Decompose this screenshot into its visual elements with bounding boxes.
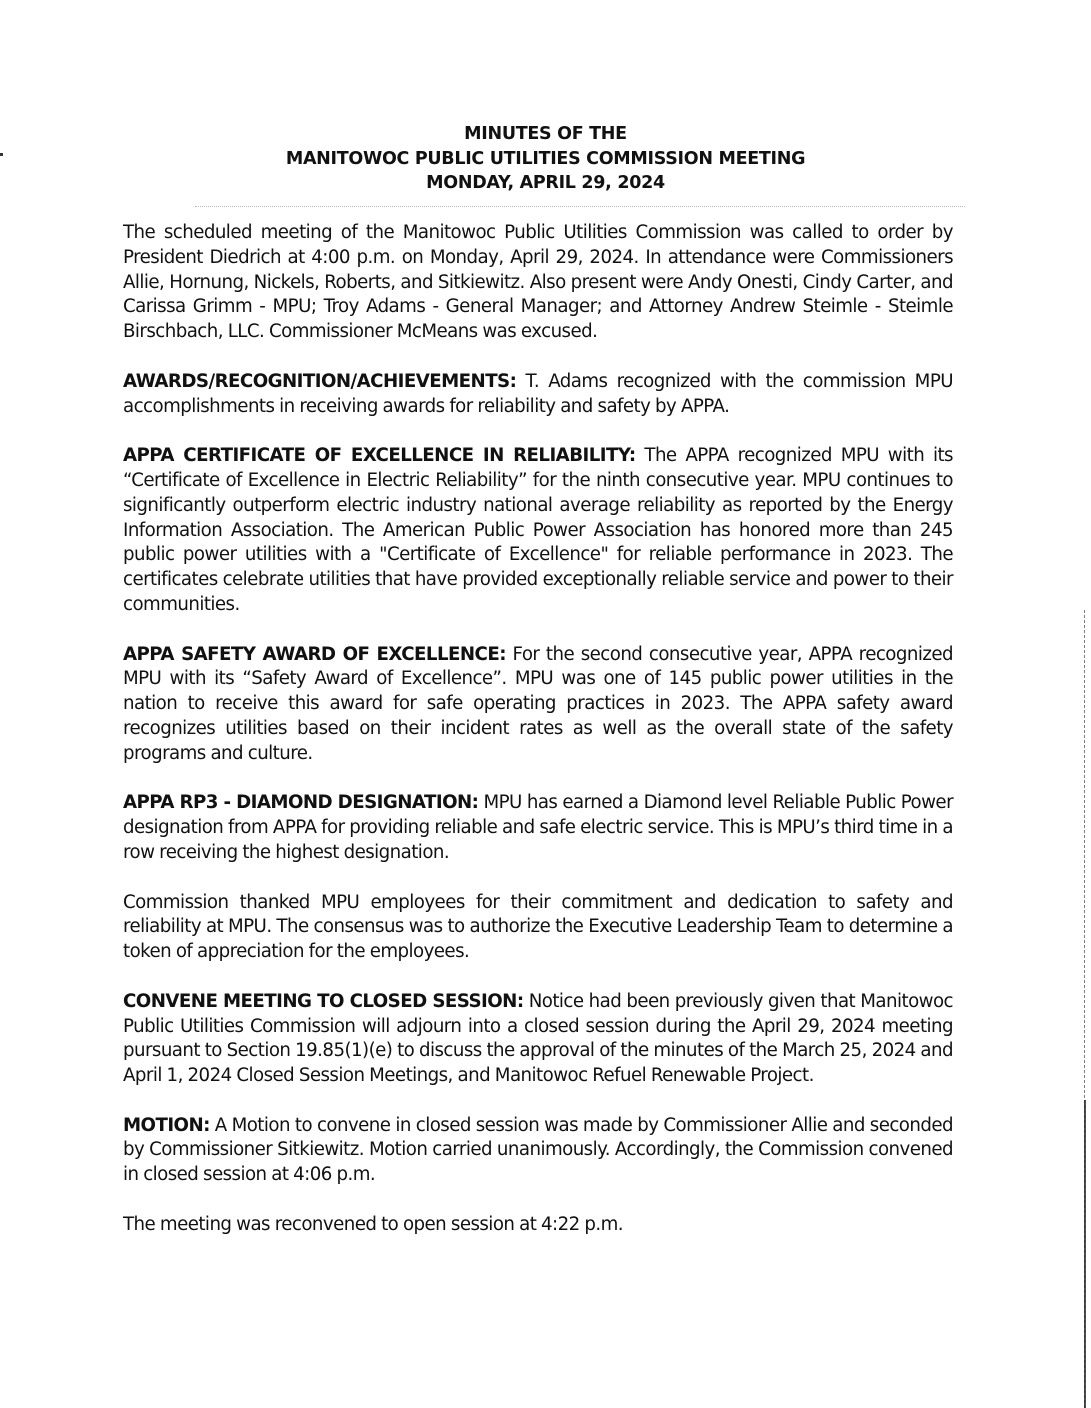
paragraph-rp3-diamond (123, 791, 953, 865)
header-line-commission: MANITOWOC PUBLIC UTILITIES COMMISSION MEETING (285, 148, 806, 169)
paragraph-safety-award (123, 643, 953, 767)
paragraph-commission-thanks (123, 891, 953, 965)
paragraph-reconvened (123, 1213, 953, 1238)
header-line-date: MONDAY, APRIL 29, 2024 (426, 173, 665, 193)
section-heading: CONVENE MEETING TO CLOSED SESSION: (123, 990, 524, 1012)
document-body (123, 221, 953, 1262)
paragraph-closed-session-notice (123, 990, 953, 1089)
scan-edge-solid-line (1084, 1100, 1086, 1408)
section-heading: APPA RP3 - DIAMOND DESIGNATION: (123, 792, 479, 814)
document-header (0, 122, 1091, 196)
paragraph-awards (123, 370, 953, 420)
paragraph-call-to-order (123, 221, 953, 345)
section-heading: APPA CERTIFICATE OF EXCELLENCE IN RELIABILITY: (123, 445, 636, 467)
paragraph-text: Commission thanked MPU employees for their commitment and dedication to safety and reliability at MPU. The consensus was to authorize the Executive Leadership Team to determine a token of appreciation for the employees. (123, 891, 953, 963)
paragraph-text: The meeting was reconvened to open session at 4:22 p.m. (123, 1213, 624, 1235)
paragraph-text: Notice had been previously given that Manitowoc Public Utilities Commission will adjourn into a closed session during the April 29, 2024 meeting pursuant to Section 19.85(1)(e) to discuss the approval of the minutes of the March 25, 2024 and April 1, 2024 Closed Session Meetings, and Manitowoc Refuel Renewable Project. (123, 990, 954, 1087)
paragraph-certificate-reliability (123, 444, 953, 618)
header-divider (195, 206, 965, 207)
section-heading: APPA SAFETY AWARD OF EXCELLENCE: (123, 643, 506, 665)
paragraph-text: T. Adams recognized with the commission MPU accomplishments in receiving awards for reliability and safety by APPA. (123, 370, 953, 417)
paragraph-text: The scheduled meeting of the Manitowoc Public Utilities Commission was called to order by President Diedrich at 4:00 p.m. on Monday, April 29, 2024. In attendance were Commissioners Allie, Hornung, Nickels, Roberts, and Sitkiewitz. Also present were Andy Onesti, Cindy Carter, and Carissa Grimm - MPU; Troy Adams - General Manager; and Attorney Andrew Steimle - Steimle Birschbach, LLC. Commissioner McMeans was excused. (123, 222, 953, 343)
section-heading: AWARDS/RECOGNITION/ACHIEVEMENTS: (123, 370, 517, 392)
paragraph-motion (123, 1114, 953, 1188)
paragraph-text: A Motion to convene in closed session was made by Commissioner Allie and seconded by Commissioner Sitkiewitz. Motion carried unanimously. Accordingly, the Commission convened in closed session at 4:06 p.m. (123, 1114, 953, 1186)
header-line-minutes: MINUTES OF THE (464, 124, 627, 144)
paragraph-text: For the second consecutive year, APPA recognized MPU with its “Safety Award of Excellence”. MPU was one of 145 public power utilities in the nation to receive this award for safe operating practices in 2023. The APPA safety award recognizes utilities based on their incident rates as well as the overall state of the safety programs and culture. (123, 643, 953, 764)
paragraph-text: MPU has earned a Diamond level Reliable Public Power designation from APPA for providing reliable and safe electric service. This is MPU’s third time in a row receiving the highest designation. (123, 792, 953, 863)
paragraph-text: The APPA recognized MPU with its “Certificate of Excellence in Electric Reliability” for the ninth consecutive year. MPU continues to significantly outperform electric industry national average reliability as reported by the Energy Information Association. The American Public Power Association has honored more than 245 public power utilities with a "Certificate of Excellence" for reliable performance in 2023. The certificates celebrate utilities that have provided exceptionally reliable service and power to their communities. (123, 445, 953, 615)
section-heading: MOTION: (123, 1114, 210, 1136)
